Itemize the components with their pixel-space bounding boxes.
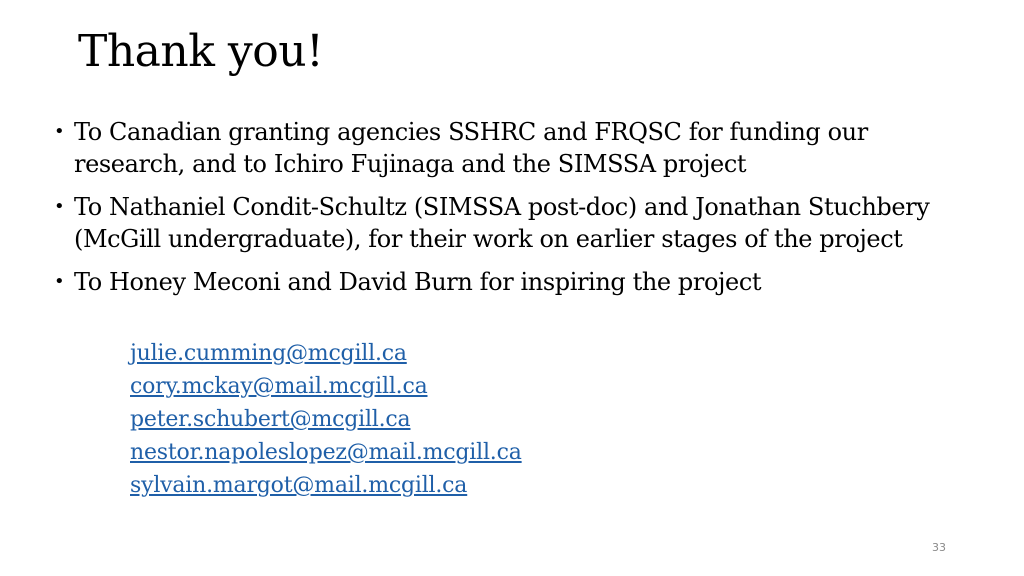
email-link-cory-mckay[interactable]: cory.mckay@mail.mcgill.ca bbox=[130, 374, 428, 399]
bullet-text: To Honey Meconi and David Burn for inspiring the project bbox=[74, 268, 762, 296]
page-number: 33 bbox=[932, 541, 946, 554]
email-list bbox=[130, 337, 522, 502]
bullet-item bbox=[52, 266, 972, 298]
bullet-item bbox=[52, 191, 972, 255]
email-link-julie-cumming[interactable]: julie.cumming@mcgill.ca bbox=[130, 341, 407, 366]
bullet-text: To Nathaniel Condit-Schultz (SIMSSA post-doc) and Jonathan Stuchbery (McGill undergraduate), for their work on earlier stages of the project bbox=[74, 193, 930, 253]
bullet-marker: • bbox=[54, 196, 65, 217]
bullet-item bbox=[52, 116, 972, 180]
email-link-peter-schubert[interactable]: peter.schubert@mcgill.ca bbox=[130, 407, 411, 432]
email-link-nestor-napoles-lopez[interactable]: nestor.napoleslopez@mail.mcgill.ca bbox=[130, 440, 522, 465]
bullet-marker: • bbox=[54, 271, 65, 292]
email-link-sylvain-margot[interactable]: sylvain.margot@mail.mcgill.ca bbox=[130, 473, 468, 498]
slide-title: Thank you! bbox=[78, 26, 324, 77]
bullet-text: To Canadian granting agencies SSHRC and FRQSC for funding our research, and to Ichiro Fujinaga and the SIMSSA project bbox=[74, 118, 868, 178]
bullet-marker: • bbox=[54, 121, 65, 142]
acknowledgements-list bbox=[52, 116, 972, 309]
